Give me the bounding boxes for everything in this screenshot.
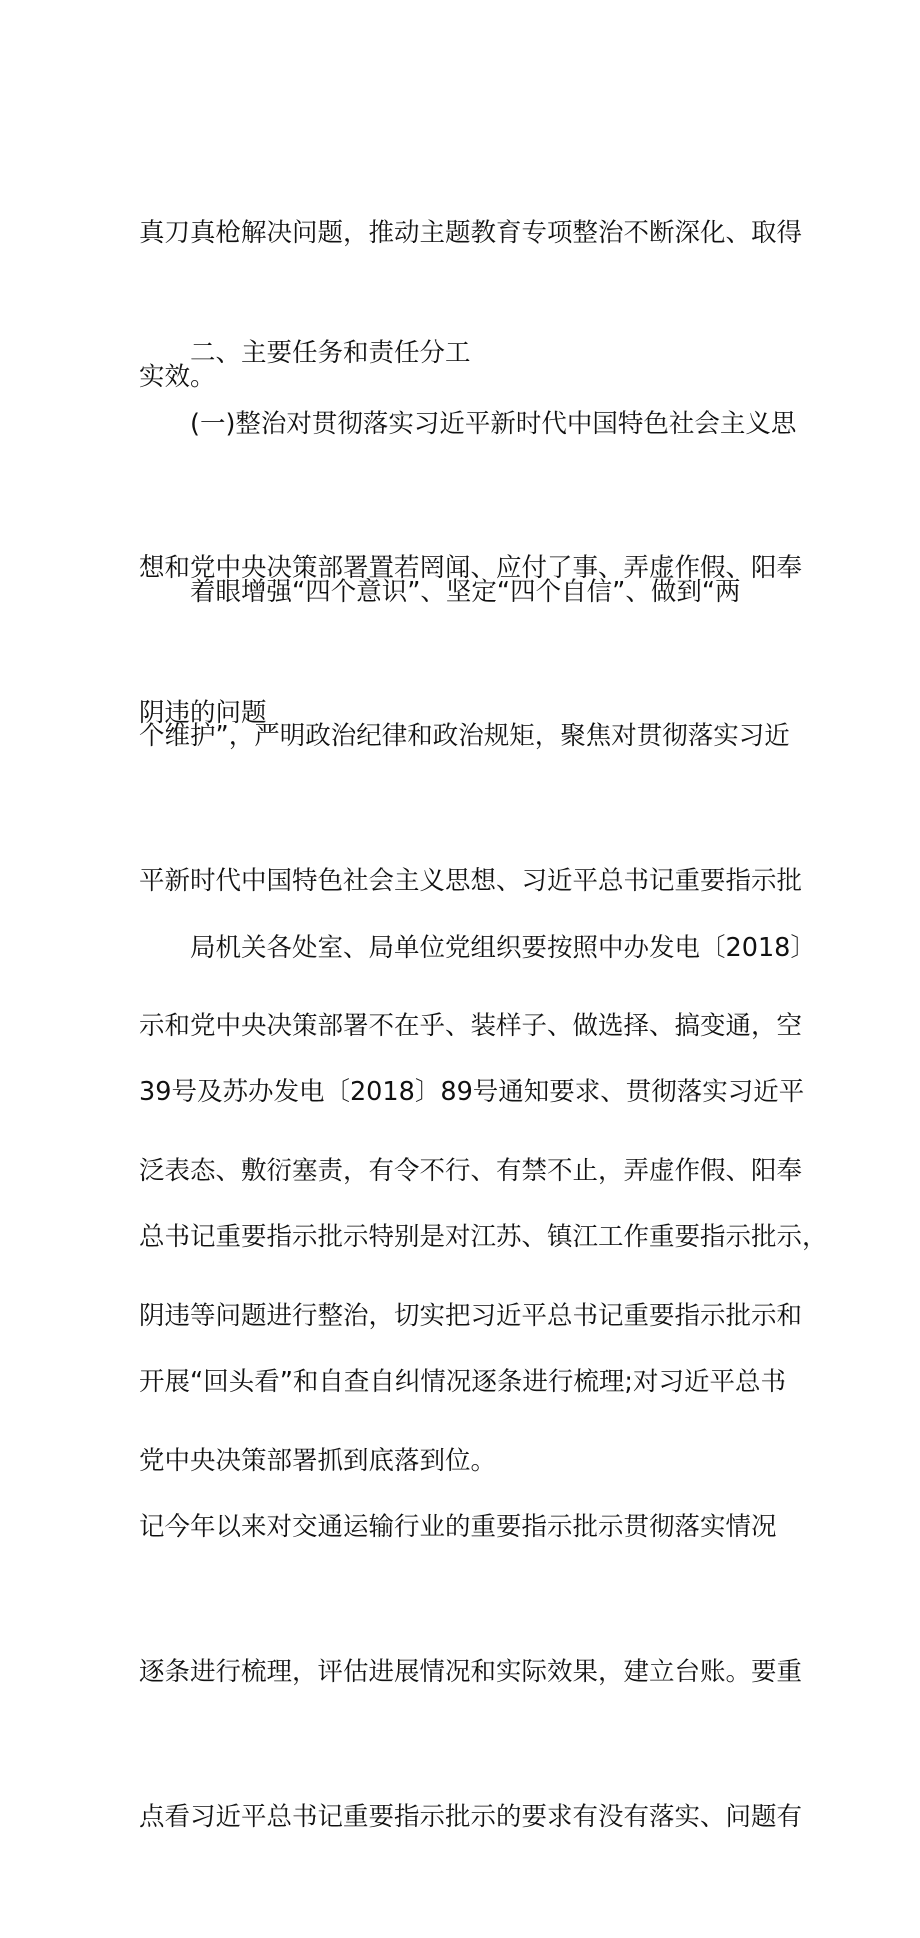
- text-line: (一)整治对贯彻落实习近平新时代中国特色社会主义思: [139, 408, 797, 439]
- text-line: 泛表态、敷衍塞责，有令不行、有禁不止，弄虚作假、阳奉: [139, 1156, 803, 1187]
- text-line: 总书记重要指示批示特别是对江苏、镇江工作重要指示批示，: [139, 1222, 828, 1253]
- text-line: 逐条进行梳理，评估进展情况和实际效果，建立台账。要重: [139, 1657, 803, 1688]
- text-line: 着眼增强“四个意识”、坚定“四个自信”、做到“两: [139, 576, 741, 607]
- text-line: 39号及苏办发电〔2018〕89号通知要求、贯彻落实习近平: [139, 1077, 805, 1108]
- text-line: 党中央决策部署抓到底落到位。: [139, 1445, 497, 1476]
- text-line: 记今年以来对交通运输行业的重要指示批示贯彻落实情况: [139, 1512, 777, 1543]
- text-line: 想和党中央决策部署置若罔闻、应付了事、弄虚作假、阳奉: [139, 553, 803, 584]
- text-line: 实效。: [139, 362, 216, 393]
- text-line: 个维护”，严明政治纪律和政治规矩，聚焦对贯彻落实习近: [139, 721, 790, 752]
- text-line: 阴违等问题进行整治，切实把习近平总书记重要指示批示和: [139, 1301, 803, 1332]
- text-line: 点看习近平总书记重要指示批示的要求有没有落实、问题有: [139, 1801, 803, 1832]
- text-line: 开展“回头看”和自查自纠情况逐条进行梳理;对习近平总书: [139, 1367, 787, 1398]
- text-line: 平新时代中国特色社会主义思想、习近平总书记重要指示批: [139, 866, 803, 897]
- paragraph-body-2: [139, 827, 828, 1938]
- text-line: 局机关各处室、局单位党组织要按照中办发电〔2018〕: [139, 932, 816, 963]
- text-line: 阴违的问题: [139, 698, 267, 729]
- text-line: 示和党中央决策部署不在乎、装样子、做选择、搞变通，空: [139, 1011, 803, 1042]
- text-line: 二、主要任务和责任分工: [139, 337, 471, 368]
- text-line: 真刀真枪解决问题，推动主题教育专项整治不断深化、取得: [139, 217, 803, 248]
